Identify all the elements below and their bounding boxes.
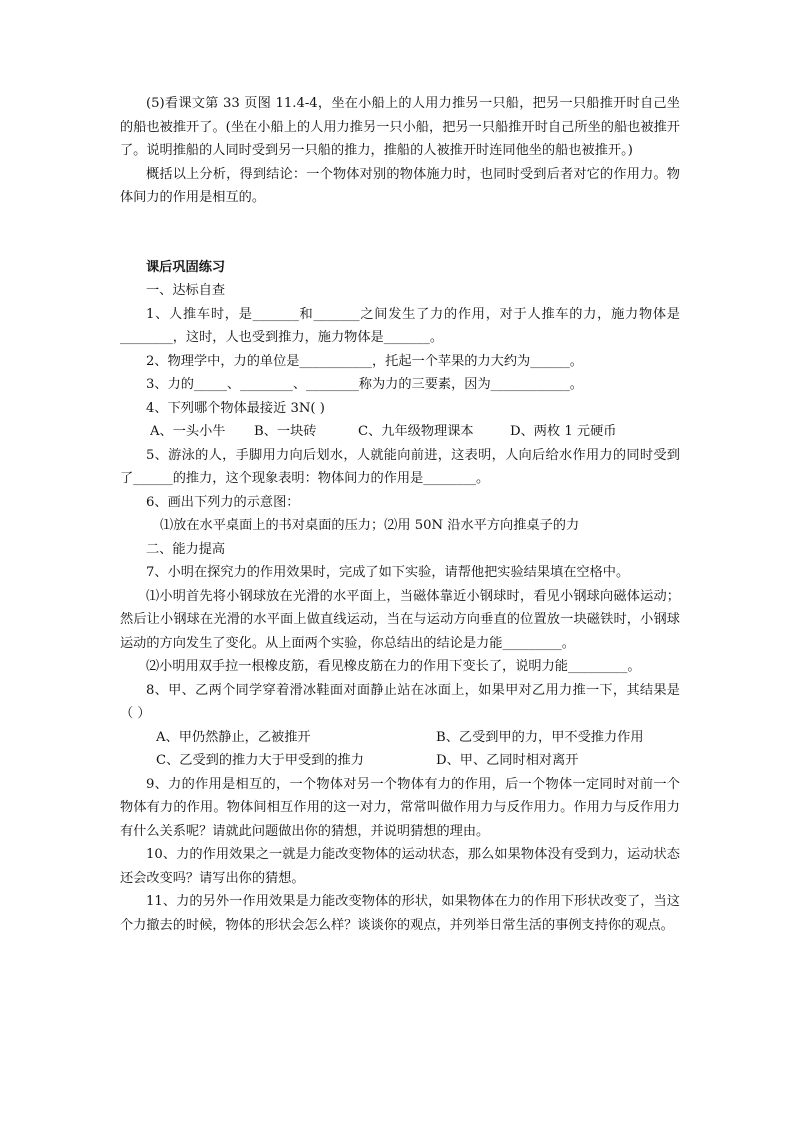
question-8: 8、甲、乙两个同学穿着滑冰鞋面对面静止站在冰面上，如果甲对乙用力推一下，其结果是（ ） xyxy=(120,682,680,721)
question-4: 4、下列哪个物体最接近 3N( ) xyxy=(146,400,325,416)
document-page xyxy=(120,92,680,937)
question-7: 7、小明在探究力的作用效果时，完成了如下实验，请帮他把实验结果填在空格中。 xyxy=(146,565,630,580)
question-1: 1、人推车时，是_______和_______之间发生了力的作用，对于人推车的力，施力物体是________，这时，人也受到推力，施力物体是_______。 xyxy=(120,306,680,345)
q4-option-d: D、两枚 1 元硬币 xyxy=(510,424,617,439)
question-8-options-row-1 xyxy=(120,726,680,750)
question-10: 10、力的作用效果之一就是力能改变物体的运动状态，那么如果物体没有受到力，运动状态还会改变吗？请写出你的猜想。 xyxy=(120,847,680,886)
q8-option-d: D、甲、乙同时相对离开 xyxy=(436,753,579,768)
question-6: 6、画出下列力的示意图： xyxy=(146,494,300,510)
question-6-sub: ⑴放在水平桌面上的书对桌面的压力；⑵用 50N 沿水平方向推桌子的力 xyxy=(160,518,580,533)
q8-option-c: C、乙受到的推力大于甲受到的推力 xyxy=(156,753,364,768)
conclusion-paragraph: 概括以上分析，得到结论：一个物体对别的物体施力时，也同时受到后者对它的作用力。物体间力的作用是相互的。 xyxy=(120,166,680,205)
question-3: 3、力的_____、________、________称为力的三要素，因为____________。 xyxy=(146,377,583,392)
question-7-part-1: ⑴小明首先将小钢球放在光滑的水平面上，当磁体靠近小钢球时，看见小钢球向磁体运动；然后让小钢球在光滑的水平面上做直线运动，当在与运动方向垂直的位置放一块磁铁时，小钢球运动的方向发生了变化。从上面两个实验，你总结出的结论是力能_________。 xyxy=(120,588,680,651)
question-8-options-row-2 xyxy=(120,749,680,773)
section-title: 课后巩固练习 xyxy=(146,259,226,275)
q8-option-a: A、甲仍然静止，乙被推开 xyxy=(156,729,311,745)
question-4-options xyxy=(120,420,680,444)
question-9: 9、力的作用是相互的，一个物体对另一个物体有力的作用，后一个物体一定同时对前一个物体有力的作用。物体间相互作用的这一对力，常常叫做作用力与反作用力。作用力与反作用力有什么关系呢？请就此问题做出你的猜想，并说明猜想的理由。 xyxy=(120,776,680,839)
part2-title: 二、能力提高 xyxy=(146,541,226,557)
q4-option-a: A、一头小牛 xyxy=(150,424,226,439)
part1-title: 一、达标自查 xyxy=(146,283,226,298)
q4-option-c: C、九年级物理课本 xyxy=(358,424,474,439)
spacer xyxy=(120,210,680,256)
question-7-part-2: ⑵小明用双手拉一根橡皮筋，看见橡皮筋在力的作用下变长了，说明力能_________。 xyxy=(146,659,641,674)
intro-paragraph-5: (5)看课文第 33 页图 11.4-4，坐在小船上的人用力推另一只船，把另一只船推开时自己坐的船也被推开了。(坐在小船上的人用力推另一只小船，把另一只船推开时自己所坐的船也被推开了。说明推船的人同时受到另一只船的推力，推船的人被推开时连同他坐的船也被推开。) xyxy=(120,96,680,158)
q4-option-b: B、一块砖 xyxy=(254,424,317,439)
question-5: 5、游泳的人，手脚用力向后划水，人就能向前进，这表明，人向后给水作用力的同时受到了______的推力，这个现象表明：物体间力的作用是________。 xyxy=(120,447,680,486)
question-2: 2、物理学中，力的单位是___________，托起一个苹果的力大约为______。 xyxy=(146,353,583,369)
question-11: 11、力的另外一作用效果是力能改变物体的形状，如果物体在力的作用下形状改变了，当这个力撤去的时候，物体的形状会怎么样？谈谈你的观点，并列举日常生活的事例支持你的观点。 xyxy=(120,894,680,933)
q8-option-b: B、乙受到甲的力，甲不受推力作用 xyxy=(436,729,644,745)
